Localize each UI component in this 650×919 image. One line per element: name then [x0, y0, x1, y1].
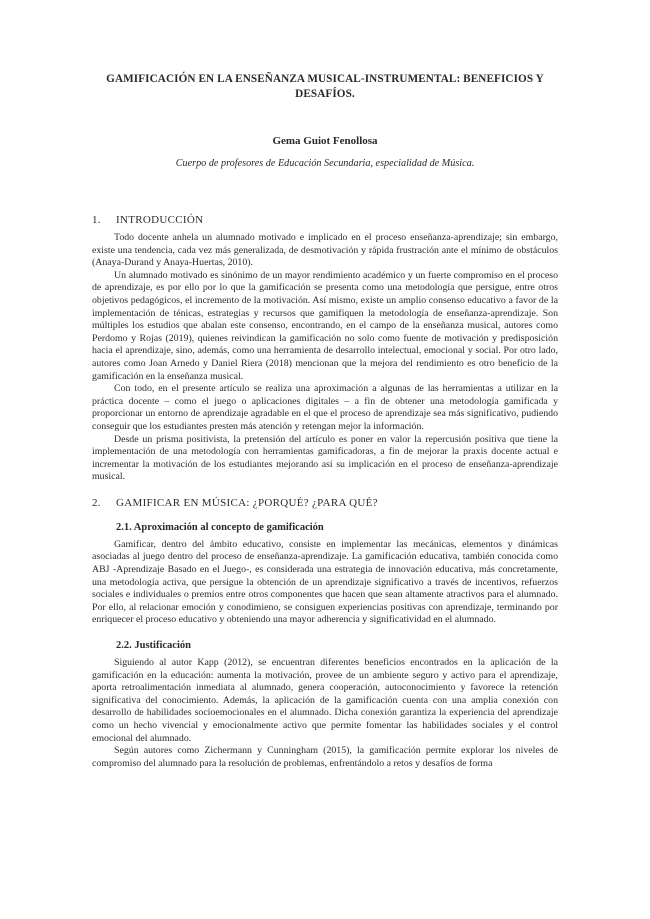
paragraph: Todo docente anhela un alumnado motivado e implicado en el proceso enseñanza-aprendizaje; sin embargo, existe una tendencia, cada vez más generalizada, de desmotivación y rápida frustración ante el mínimo de obstáculos (Anaya-Durand y Anaya-Huertas, 2010). [92, 232, 558, 269]
paragraph: Según autores como Zichermann y Cunningham (2015), la gamificación permite explorar los niveles de compromiso del alumnado para la resolución de problemas, enfrentándolo a retos y desafíos de forma [92, 745, 558, 769]
paragraph: Un alumnado motivado es sinónimo de un mayor rendimiento académico y un fuerte compromiso en el proceso de aprendizaje, es por ello por lo que la gamificación se presenta como una metodología que persigue, entre otros objetivos pedagógicos, el incremento de la motivación. Así mismo, existe un amplio consenso educativo a favor de la implementación de ténicas, estrategias y recursos que gamifiquen la metodología de enseñanza-aprendizaje. Son múltiples los estudios que abalan este consenso, encontrando, en el campo de la enseñanza musical, autores como Perdomo y Rojas (2019), quienes reivindican la gamificación no solo como fuente de motivación y predisposición hacia el aprendizaje, sino, además, como una herramienta de desarrollo intelectual, emocional y social. Por otro lado, autores como Joan Arnedo y Daniel Riera (2018) mencionan que la mejora del rendimiento es otro beneficio de la gamificación en la enseñanza musical. [92, 269, 558, 382]
document-page [92, 72, 558, 770]
paper-title: GAMIFICACIÓN EN LA ENSEÑANZA MUSICAL-INSTRUMENTAL: BENEFICIOS Y DESAFÍOS. [106, 73, 544, 100]
paragraph: Siguiendo al autor Kapp (2012), se encuentran diferentes beneficios encontrados en la aplicación de la gamificación en la educación: aumenta la motivación, provee de un ambiente seguro y activo para el aprendizaje, aporta retroalimentación inmediata al alumnado, genera cooperación, autoconocimiento y favorece la retención significativa del conocimiento. Además, la aplicación de la gamificación cuenta con una amplia conexión con desarrollo de habilidades socioemocionales en el alumnado. Dicha conexión garantiza la experiencia del aprendizaje como un hecho vivencial y emocionalmente activo que permite fomentar las habilidades sociales y el control emocional del alumnado. [92, 657, 558, 744]
paragraph: Desde un prisma positivista, la pretensión del artículo es poner en valor la repercusión positiva que tiene la implementación de una metodología con herramientas gamificadoras, a fin de mejorar la praxis docente actual e incrementar la motivación de los estudiantes mejorando así su implicación en el proceso de enseñanza-aprendizaje musical. [92, 433, 558, 483]
section-number: 1. [92, 214, 101, 226]
section-title: INTRODUCCIÓN [116, 214, 204, 226]
author-name: Gema Guiot Fenollosa [272, 135, 378, 147]
subsection-body-aproximacion [92, 539, 558, 627]
subsection-heading-aproximacion: 2.1. Aproximación al concepto de gamificación [116, 521, 324, 533]
section-number: 2. [92, 496, 101, 509]
paragraph: Gamificar, dentro del ámbito educativo, consiste en implementar las mecánicas, elementos y dinámicas asociadas al juego dentro del proceso de enseñanza-aprendizaje. La gamificación educativa, también conocida como ABJ -Aprendizaje Basado en el Juego-, es considerada una estrategia de innovación educativa, más concretamente, una metodología activa, que persigue la obtención de un aprendizaje significativo a través de incentivos, refuerzos sociales e individuales o premios entre otros componentes que hacen que sean altamente atractivos para el alumnado. Por ello, al relacionar emoción y conodimieno, se consiguen experiencias positivas con aprendizaje, terminando por enriquecer el proceso educativo y obteniendo una mayor adherencia y significatividad en el alumnado. [92, 538, 558, 626]
subsection-body-justificacion [92, 657, 558, 770]
section-body-introduccion [92, 232, 558, 484]
paragraph: Con todo, en el presente artículo se realiza una aproximación a algunas de las herramientas a utilizar en la práctica docente – como el juego o aplicaciones digitales – a fin de obtener una metodología gamificada y proporcionar un entorno de aprendizaje agradable en el que el proceso de aprendizaje sea más significativo, pudiendo conseguir que los estudiantes presten más atención y retengan mejor la información. [92, 383, 558, 432]
subsection-heading-justificacion: 2.2. Justificación [116, 640, 191, 652]
section-title: GAMIFICAR EN MÚSICA: ¿PORQUÉ? ¿PARA QUÉ? [116, 496, 378, 509]
section-heading-gamificar [92, 497, 558, 509]
section-heading-introduccion [92, 214, 558, 226]
author-affiliation: Cuerpo de profesores de Educación Secundaria, especialidad de Música. [175, 158, 475, 169]
